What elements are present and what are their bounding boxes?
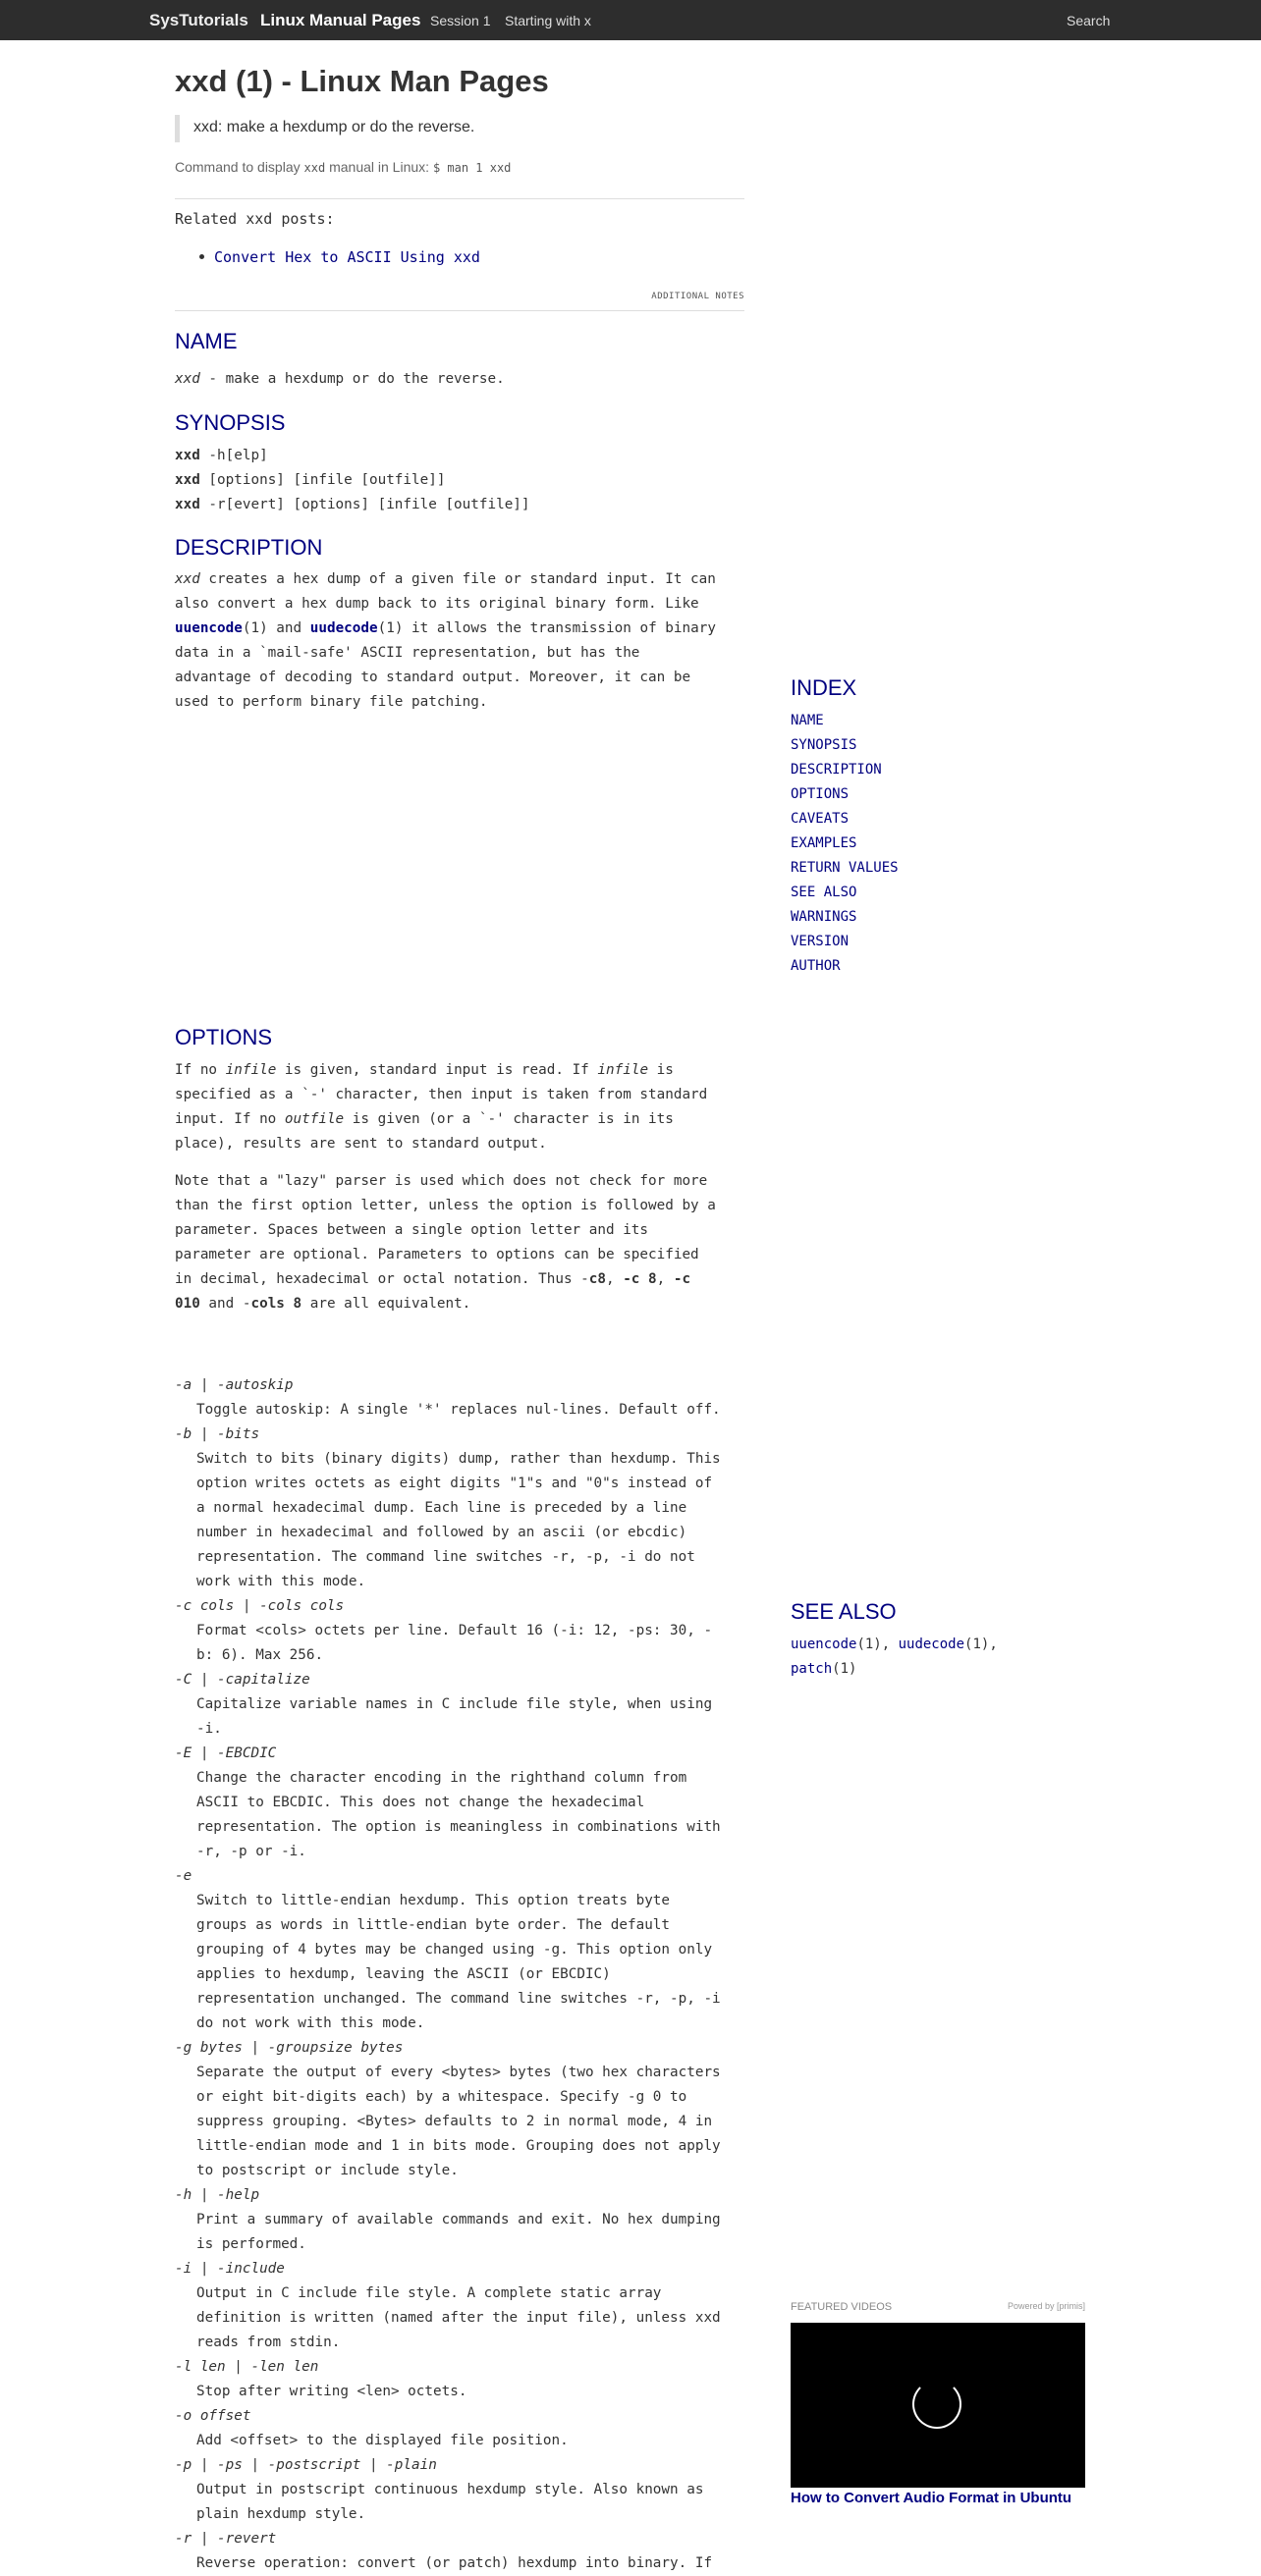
desc-sec-2: (1) [377, 620, 404, 636]
cmd-name: xxd [303, 161, 326, 175]
opt-e-desc-3: applies to hexdump, leaving the ASCII (or EBCDIC) [196, 1966, 611, 1982]
search-link[interactable]: Search [1067, 13, 1111, 28]
featured-label: FEATURED VIDEOS [791, 2301, 893, 2313]
opt-g-desc-2: suppress grouping. <Bytes> defaults to 2 in normal mode, 4 in [196, 2114, 713, 2129]
description-text [175, 567, 744, 715]
opt-h-desc-0: Print a summary of available commands and exit. No hex dumping [196, 2212, 721, 2227]
opt-e-desc-1: groups as words in little-endian byte order. The default [196, 1917, 671, 1933]
see-also-comma-2: , [989, 1637, 998, 1652]
opt-e-desc-5: do not work with this mode. [196, 2015, 425, 2031]
section-heading-name: NAME [175, 329, 238, 353]
opt-e-desc-2: grouping of 4 bytes may be changed using -g. This option only [196, 1942, 713, 1958]
nav-starting-with-x[interactable]: Starting with x [505, 13, 591, 28]
see-also-heading: SEE ALSO [791, 1599, 897, 1624]
p2-sep2: , [656, 1271, 674, 1287]
p1-l1b: is given, standard input is read. If [276, 1062, 598, 1078]
opt-l-flag: -l len | -len len [175, 2359, 319, 2375]
see-also-uudecode[interactable]: uudecode [898, 1637, 965, 1652]
index-link-options[interactable]: OPTIONS [791, 786, 850, 802]
opt-g-desc-1: or eight bit-digits each) by a whitespace. Specify -g 0 to [196, 2089, 687, 2105]
nav-session-1[interactable]: Session 1 [430, 13, 491, 28]
related-post-link[interactable]: Convert Hex to ASCII Using xxd [214, 248, 480, 266]
opt-E-desc-1: ASCII to EBCDIC. This does not change the hexadecimal [196, 1795, 645, 1810]
opt-i-desc-0: Output in C include file style. A complete static array [196, 2285, 662, 2301]
opt-b-desc-2: a normal hexadecimal dump. Each line is preceded by a line [196, 1500, 687, 1516]
opt-p-desc-1: plain hexdump style. [196, 2506, 366, 2522]
p1-infile-2: infile [597, 1062, 649, 1078]
see-also-comma-1: , [881, 1637, 899, 1652]
p2-c8: c8 [588, 1271, 606, 1287]
see-also-patch[interactable]: patch [791, 1661, 833, 1677]
see-also-uuencode[interactable]: uuencode [791, 1637, 857, 1652]
powered-by[interactable]: Powered by [primis] [1007, 2301, 1085, 2311]
brand-link[interactable]: SysTutorials [149, 11, 248, 29]
opt-h-desc-1: is performed. [196, 2236, 306, 2252]
p2-l5a: in decimal, hexadecimal or octal notation. Thus - [175, 1271, 589, 1287]
options-list [175, 1373, 744, 2576]
section-heading-description: DESCRIPTION [175, 535, 323, 560]
synopsis-text [175, 444, 744, 517]
opt-g-desc-0: Separate the output of every <bytes> bytes (two hex characters [196, 2065, 721, 2080]
p2-l6b: and - [199, 1296, 251, 1312]
opt-r-desc: Reverse operation: convert (or patch) hexdump into binary. If [196, 2555, 713, 2571]
desc-and: and [267, 620, 310, 636]
desc-l2: also convert a hex dump back to its original binary form. Like [175, 596, 699, 612]
options-para-1 [175, 1058, 744, 1156]
index-link-see-also[interactable]: SEE ALSO [791, 885, 857, 900]
index-link-version[interactable]: VERSION [791, 934, 850, 949]
man-command: $ man 1 xxd [432, 161, 512, 175]
section-heading-options: OPTIONS [175, 1025, 273, 1049]
opt-C-flag: -C | -capitalize [175, 1672, 310, 1688]
index-link-caveats[interactable]: CAVEATS [791, 811, 850, 827]
related-heading: Related xxd posts: [175, 210, 335, 228]
summary-quote: xxd: make a hexdump or do the reverse. [175, 115, 740, 142]
opt-e-flag: -e [175, 1868, 192, 1884]
index-link-examples[interactable]: EXAMPLES [791, 835, 857, 851]
name-desc: - make a hexdump or do the reverse. [199, 371, 505, 387]
desc-l6: used to perform binary file patching. [175, 694, 488, 710]
video-player[interactable] [791, 2323, 1085, 2488]
p2-010: 010 [175, 1296, 200, 1312]
name-cmd: xxd [175, 371, 200, 387]
opt-c-flag: -c cols | -cols cols [175, 1598, 345, 1614]
index-link-synopsis[interactable]: SYNOPSIS [791, 737, 857, 753]
opt-E-desc-0: Change the character encoding in the righthand column from [196, 1770, 687, 1786]
desc-sec-1: (1) [242, 620, 268, 636]
loading-spinner-icon [912, 2380, 961, 2429]
p2-c-8: -c 8 [623, 1271, 657, 1287]
name-text [175, 367, 744, 392]
index-link-author[interactable]: AUTHOR [791, 958, 841, 974]
see-also-sec-2: (1) [964, 1637, 990, 1652]
list-bullet [199, 254, 204, 259]
nav-linux-manual-pages[interactable]: Linux Manual Pages [260, 11, 421, 29]
opt-E-desc-2: representation. The option is meaningless in combinations with [196, 1819, 721, 1835]
additional-notes-label[interactable]: ADDITIONAL NOTES [651, 292, 744, 301]
opt-g-desc-4: to postscript or include style. [196, 2163, 459, 2178]
syn-line-2: [options] [infile [outfile]] [199, 472, 446, 488]
desc-l5: advantage of decoding to standard output. Moreover, it can be [175, 670, 691, 685]
p2-cols8: cols 8 [250, 1296, 302, 1312]
p1-infile-1: infile [225, 1062, 277, 1078]
p1-l3b: is given (or a `-' character is in its [344, 1111, 674, 1127]
opt-r-flag: -r | -revert [175, 2531, 277, 2547]
top-navbar [0, 0, 1261, 40]
syn-line-1: -h[elp] [199, 448, 268, 463]
index-link-name[interactable]: NAME [791, 713, 824, 728]
cmd-middle: manual in Linux: [325, 159, 433, 175]
opt-g-flag: -g bytes | -groupsize bytes [175, 2040, 404, 2056]
divider [175, 198, 744, 199]
link-uuencode[interactable]: uuencode [175, 620, 243, 636]
p1-l2: specified as a `-' character, then input is taken from standard [175, 1087, 708, 1102]
opt-C-desc-1: -i. [196, 1721, 222, 1737]
index-list [791, 709, 899, 979]
opt-b-flag: -b | -bits [175, 1426, 260, 1442]
desc-l1: creates a hex dump of a given file or standard input. It can [199, 571, 716, 587]
syn-cmd-1: xxd [175, 448, 200, 463]
p1-l4: place), results are sent to standard output. [175, 1136, 547, 1152]
index-link-description[interactable]: DESCRIPTION [791, 762, 882, 778]
p2-sep1: , [605, 1271, 624, 1287]
video-title[interactable]: How to Convert Audio Format in Ubuntu [791, 2490, 1072, 2506]
page-title: xxd (1) - Linux Man Pages [175, 64, 549, 98]
p2-l2: than the first option letter, unless the option is followed by a [175, 1198, 716, 1213]
p2-l1: Note that a "lazy" parser is used which does not check for more [175, 1173, 708, 1189]
opt-b-desc-3: number in hexadecimal and followed by an ascii (or ebcdic) [196, 1525, 687, 1540]
cmd-prefix: Command to display [175, 159, 304, 175]
opt-b-desc-5: work with this mode. [196, 1574, 366, 1589]
syn-line-3: -r[evert] [options] [infile [outfile]] [199, 497, 530, 512]
p2-l4: parameter are optional. Parameters to options can be specified [175, 1247, 699, 1262]
index-link-warnings[interactable]: WARNINGS [791, 909, 857, 925]
section-heading-synopsis: SYNOPSIS [175, 410, 286, 435]
opt-o-desc: Add <offset> to the displayed file position. [196, 2433, 569, 2448]
p1-l1c: is [648, 1062, 674, 1078]
syn-cmd-2: xxd [175, 472, 200, 488]
opt-a-desc: Toggle autoskip: A single '*' replaces nul-lines. Default off. [196, 1402, 721, 1418]
see-also-sec-3: (1) [832, 1661, 857, 1677]
p2-l3: parameter. Spaces between a single option letter and its [175, 1222, 649, 1238]
opt-e-desc-4: representation unchanged. The command line switches -r, -p, -i [196, 1991, 721, 2007]
opt-C-desc-0: Capitalize variable names in C include file style, when using [196, 1696, 713, 1712]
opt-l-desc: Stop after writing <len> octets. [196, 2384, 467, 2399]
desc-l3b: it allows the transmission of binary [403, 620, 716, 636]
index-heading: INDEX [791, 675, 857, 700]
opt-c-desc-1: b: 6). Max 256. [196, 1647, 324, 1663]
opt-p-desc-0: Output in postscript continuous hexdump style. Also known as [196, 2482, 704, 2497]
divider [175, 310, 744, 311]
p1-outfile: outfile [284, 1111, 345, 1127]
opt-i-desc-1: definition is written (named after the input file), unless xxd [196, 2310, 721, 2326]
see-also-list [791, 1633, 998, 1682]
opt-b-desc-0: Switch to bits (binary digits) dump, rather than hexdump. This [196, 1451, 721, 1467]
opt-p-flag: -p | -ps | -postscript | -plain [175, 2457, 437, 2473]
opt-g-desc-3: little-endian mode and 1 in bits mode. Grouping does not apply [196, 2138, 721, 2154]
p2-l6c: are all equivalent. [302, 1296, 471, 1312]
see-also-sec-1: (1) [856, 1637, 882, 1652]
syn-cmd-3: xxd [175, 497, 200, 512]
opt-E-desc-3: -r, -p or -i. [196, 1844, 306, 1859]
options-para-2 [175, 1169, 744, 1316]
opt-i-desc-2: reads from stdin. [196, 2334, 341, 2350]
p1-l3a: input. If no [175, 1111, 285, 1127]
link-uudecode[interactable]: uudecode [309, 620, 378, 636]
desc-l4: data in a `mail-safe' ASCII representation, but has the [175, 645, 640, 661]
desc-cmd: xxd [175, 571, 200, 587]
opt-o-flag: -o offset [175, 2408, 251, 2424]
p1-l1a: If no [175, 1062, 226, 1078]
index-link-return-values[interactable]: RETURN VALUES [791, 860, 899, 876]
opt-e-desc-0: Switch to little-endian hexdump. This option treats byte [196, 1893, 671, 1908]
p2-c: -c [673, 1271, 691, 1287]
opt-b-desc-1: option writes octets as eight digits "1"s and "0"s instead of [196, 1476, 713, 1491]
opt-c-desc-0: Format <cols> octets per line. Default 16 (-i: 12, -ps: 30, - [196, 1623, 713, 1638]
opt-E-flag: -E | -EBCDIC [175, 1745, 277, 1761]
opt-a-flag: -a | -autoskip [175, 1377, 294, 1393]
opt-h-flag: -h | -help [175, 2187, 260, 2203]
opt-b-desc-4: representation. The command line switches -r, -p, -i do not [196, 1549, 695, 1565]
command-line-hint [175, 159, 511, 175]
opt-i-flag: -i | -include [175, 2261, 285, 2277]
